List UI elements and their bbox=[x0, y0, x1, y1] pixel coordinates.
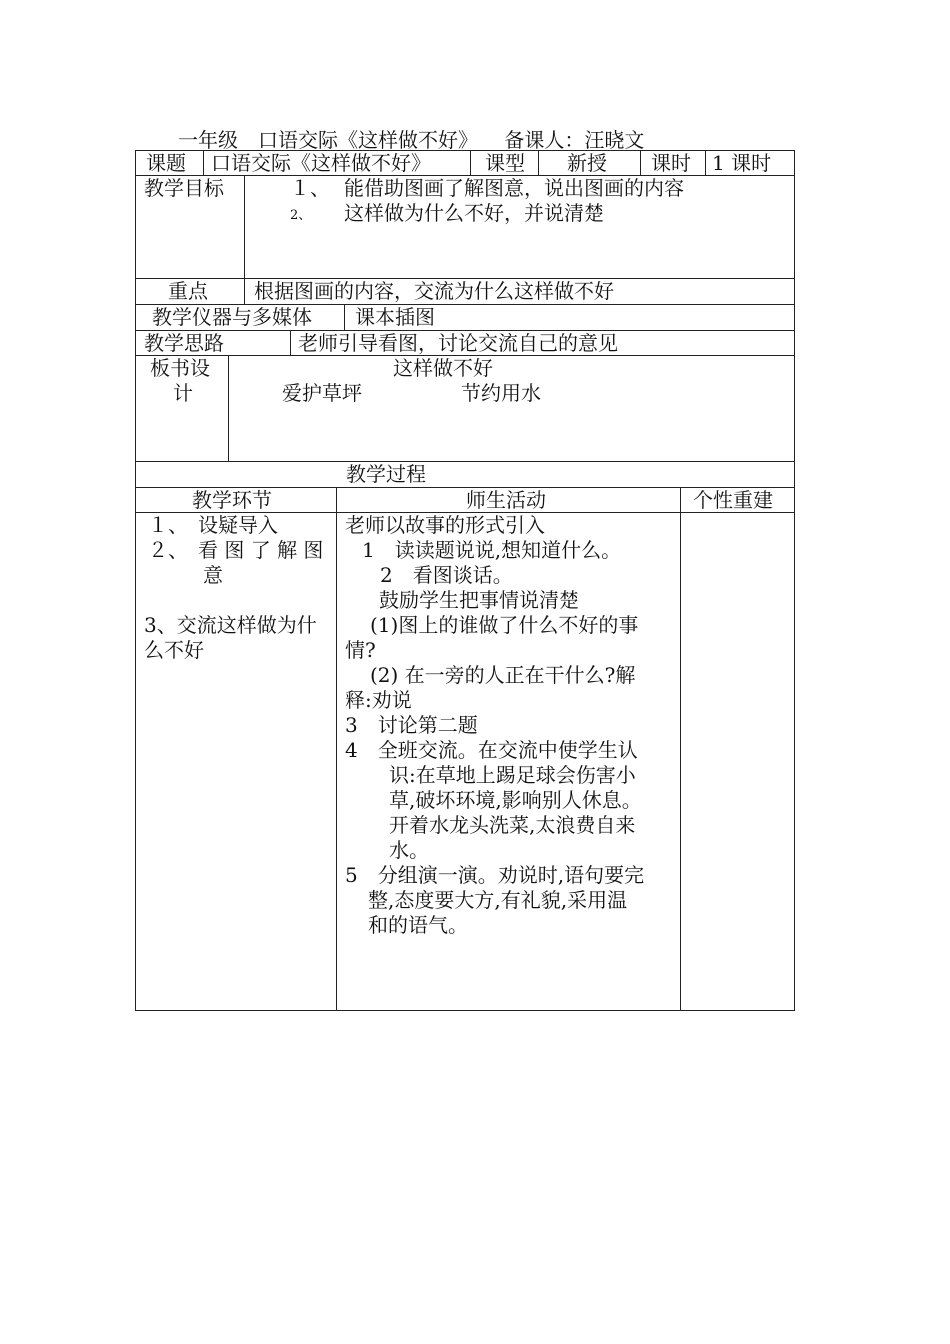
activity-line: 草,破坏环境,影响别人休息。 bbox=[389, 788, 642, 812]
topic-label: 课题 bbox=[146, 151, 186, 175]
approach-value: 老师引导看图，讨论交流自己的意见 bbox=[298, 331, 618, 355]
col-divider bbox=[228, 355, 229, 461]
activity-line: 老师以故事的形式引入 bbox=[345, 513, 545, 537]
activity-line: 和的语气。 bbox=[368, 913, 468, 937]
col-divider bbox=[290, 330, 291, 355]
activity-line: 整,态度要大方,有礼貌,采用温 bbox=[368, 888, 628, 912]
col-divider bbox=[244, 175, 245, 304]
board-left-item: 爱护草坪 bbox=[282, 381, 362, 405]
activity-line: 情? bbox=[345, 638, 376, 662]
board-label-line1: 板书设 bbox=[150, 356, 210, 380]
topic-value: 口语交际《这样做不好》 bbox=[211, 151, 431, 175]
activity-line: 释:劝说 bbox=[345, 688, 412, 712]
col-divider bbox=[680, 487, 681, 1011]
activity-line: 鼓励学生把事情说清楚 bbox=[379, 588, 579, 612]
col-divider bbox=[640, 150, 641, 175]
media-value: 课本插图 bbox=[355, 305, 435, 329]
activity-line: 水。 bbox=[389, 838, 429, 862]
stage-3: 3、交流这样做为什 bbox=[144, 613, 317, 637]
activity-line: 2 看图谈话。 bbox=[380, 563, 513, 587]
stage-2-cont: 意 bbox=[203, 563, 223, 587]
col-header-stage: 教学环节 bbox=[192, 488, 272, 512]
col-divider bbox=[470, 150, 471, 175]
document-title bbox=[178, 124, 644, 153]
grade-title: 一年级 口语交际《这样做不好》 bbox=[178, 128, 478, 152]
activity-line: 5 分组演一演。劝说时,语句要完 bbox=[345, 863, 645, 887]
row-divider bbox=[135, 461, 795, 462]
col-header-personal: 个性重建 bbox=[693, 488, 773, 512]
board-label-line2: 计 bbox=[173, 381, 193, 405]
activity-line: 3 讨论第二题 bbox=[345, 713, 478, 737]
activity-line: 识:在草地上踢足球会伤害小 bbox=[389, 763, 636, 787]
stage-1: １、 设疑导入 bbox=[148, 513, 278, 537]
key-point-value: 根据图画的内容，交流为什么这样做不好 bbox=[254, 279, 614, 303]
preparer: 备课人：汪晓文 bbox=[504, 128, 645, 152]
col-header-activity: 师生活动 bbox=[466, 488, 546, 512]
type-label: 课型 bbox=[485, 151, 525, 175]
activity-line: (2) 在一旁的人正在干什么?解 bbox=[370, 663, 636, 687]
process-title: 教学过程 bbox=[346, 462, 426, 486]
goal-2-text: 这样做为什么不好，并说清楚 bbox=[344, 201, 604, 225]
activity-line: 4 全班交流。在交流中使学生认 bbox=[345, 738, 638, 762]
activity-line: 1 读读题说说,想知道什么。 bbox=[362, 538, 622, 562]
col-divider bbox=[538, 150, 539, 175]
hours-value: 1 课时 bbox=[712, 151, 772, 175]
board-heading: 这样做不好 bbox=[393, 356, 493, 380]
type-value: 新授 bbox=[567, 151, 607, 175]
activity-line: (1)图上的谁做了什么不好的事 bbox=[370, 613, 639, 637]
goals-label: 教学目标 bbox=[144, 176, 224, 200]
goal-2-number: 2、 bbox=[290, 208, 312, 223]
stage-2: ２、 看 图 了 解 图 bbox=[148, 538, 324, 562]
key-point-label: 重点 bbox=[168, 279, 208, 303]
col-divider bbox=[344, 304, 345, 330]
col-divider bbox=[705, 150, 706, 175]
goal-1-text: 能借助图画了解图意，说出图画的内容 bbox=[344, 176, 684, 200]
stage-3-cont: 么不好 bbox=[144, 638, 204, 662]
board-right-item: 节约用水 bbox=[461, 381, 541, 405]
media-label: 教学仪器与多媒体 bbox=[152, 305, 312, 329]
col-divider bbox=[336, 487, 337, 1011]
hours-label: 课时 bbox=[651, 151, 691, 175]
approach-label: 教学思路 bbox=[144, 331, 224, 355]
col-divider bbox=[203, 150, 204, 175]
goal-1-number: １、 bbox=[290, 176, 330, 200]
activity-line: 开着水龙头洗菜,太浪费自来 bbox=[389, 813, 636, 837]
